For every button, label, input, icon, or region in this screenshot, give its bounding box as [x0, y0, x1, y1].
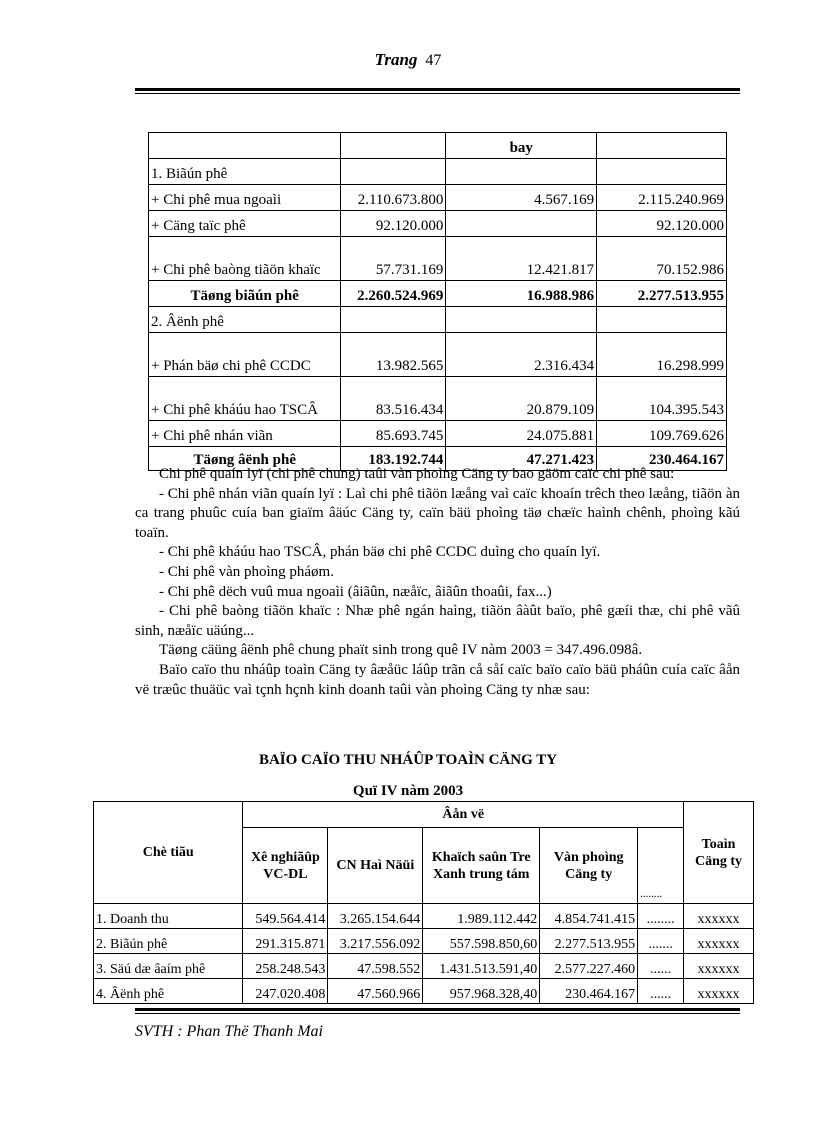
table-row-total: Täøng biãún phê 2.260.524.969 16.988.986 2.277.513.955 [149, 281, 727, 307]
header-xn: Xê nghiãûp VC-DL [243, 828, 328, 904]
cost-table [148, 132, 727, 471]
table-row: 1. Doanh thu 549.564.414 3.265.154.644 1.989.112.442 4.854.741.415 ........ xxxxxx [94, 904, 754, 929]
footer-author: SVTH : Phan Thë Thanh Mai [135, 1023, 323, 1040]
table-row: 4. Âënh phê 247.020.408 47.560.966 957.968.328,40 230.464.167 ...... xxxxxx [94, 979, 754, 1004]
table-row: + Chi phê kháúu hao TSCÂ 83.516.434 20.879.109 104.395.543 [149, 377, 727, 421]
table-row: + Phán bäø chi phê CCDC 13.982.565 2.316.434 16.298.999 [149, 333, 727, 377]
income-table [93, 801, 754, 1004]
footer-rule-thin [135, 1013, 740, 1014]
header-rule [135, 88, 740, 91]
header-cn: CN Haì Näüi [328, 828, 423, 904]
header-script: Trang [374, 50, 418, 69]
table-row: 1. Biãún phê [149, 159, 727, 185]
paragraph: - Chi phê kháúu hao TSCÂ, phán bäø chi phê CCDC duìng cho quaín lyï. [159, 544, 601, 561]
header-toan-cong-ty: Toaìn Cäng ty [684, 802, 754, 904]
body-text [135, 465, 740, 700]
header-ks: Khaïch saûn Tre Xanh trung tám [423, 828, 540, 904]
table-header-cell: bay [446, 133, 597, 159]
page-number: 47 [425, 52, 442, 69]
report-title: BAÏO CAÏO THU NHÁÛP TOAÌN CÄNG TY [258, 752, 558, 768]
footer-rule [135, 1008, 740, 1011]
paragraph: - Chi phê baòng tiãön khaïc : Nhæ phê ngán haìng, tiãön âàût baïo, phê gæíi thæ, chi phê vãû sinh, næåïc uäúng... [135, 603, 740, 639]
table-row: 2. Âënh phê [149, 307, 727, 333]
paragraph: - Chi phê vàn phoìng pháøm. [159, 563, 334, 580]
table-row: 2. Biãún phê 291.315.871 3.217.556.092 557.598.850,60 2.277.513.955 ....... xxxxxx [94, 929, 754, 954]
header-chitieu: Chè tiãu [94, 802, 243, 904]
paragraph: Chi phê quaín lyï (chi phê chung) taûi vàn phoìng Cäng ty bao gäöm caïc chi phê sau: [159, 466, 675, 482]
header-vp: Vàn phoìng Cäng ty [540, 828, 638, 904]
table-row: + Chi phê mua ngoaìi 2.110.673.800 4.567.169 2.115.240.969 [149, 185, 727, 211]
paragraph: Baïo caïo thu nháûp toaìn Cäng ty âæåüc láûp trãn cå såí caïc baïo caïo bäü pháûn cuía caïc âån vë træûc thuäüc vaì tçnh hçnh kinh doanh taûi vàn phoìng Cäng ty nhæ sau: [135, 661, 740, 698]
header-donvi: Âån vë [243, 802, 684, 828]
header-dots: ........ [638, 828, 684, 904]
page-header [0, 50, 816, 70]
report-subtitle: Quï IV nàm 2003 [352, 783, 464, 799]
table-row-total: Täøng âënh phê 183.192.744 47.271.423 230.464.167 [149, 447, 727, 471]
header-rule-thin [135, 93, 740, 94]
table-row: + Cäng taïc phê 92.120.000 92.120.000 [149, 211, 727, 237]
paragraph: - Chi phê dëch vuû mua ngoaìi (âiãûn, næåïc, âiãûn thoaûi, fax...) [159, 583, 552, 600]
table-row: 3. Säú dæ âaím phê 258.248.543 47.598.552 1.431.513.591,40 2.577.227.460 ...... xxxxxx [94, 954, 754, 979]
paragraph: - Chi phê nhán viãn quaín lyï : Laì chi phê tiãön læång vaì caïc khoaín trêch theo læång, tiãön àn ca trang phuûc cuía ban giaïm âäúc Cäng ty, caïn bäü phoìng täø chæïc haình chênh, phoìng kãú toaïn. [135, 485, 740, 541]
table-row: + Chi phê baòng tiãön khaïc 57.731.169 12.421.817 70.152.986 [149, 237, 727, 281]
paragraph: Täøng cäüng âënh phê chung phaït sinh trong quê IV nàm 2003 = 347.496.098â. [159, 642, 643, 659]
table-row: + Chi phê nhán viãn 85.693.745 24.075.881 109.769.626 [149, 421, 727, 447]
